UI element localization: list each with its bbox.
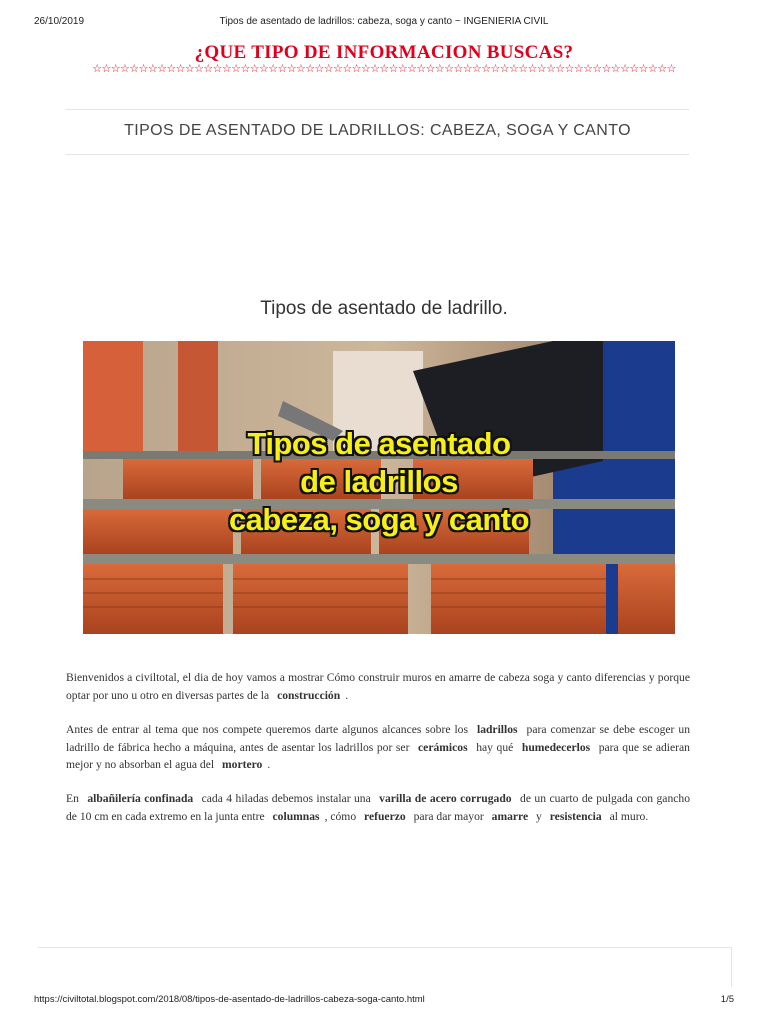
keyword-link[interactable]: mortero [222, 758, 263, 771]
image-caption: Tipos de asentado de ladrillo. [260, 298, 508, 319]
footer-divider-vertical [731, 947, 732, 987]
paragraph-text: En [66, 792, 79, 805]
paragraph-text: para comenzar se debe escoger un ladrillo de fábrica hecho a máquina, antes de asentar los ladrillos por ser [66, 723, 690, 754]
paragraph-intro [66, 669, 690, 704]
paragraph-text: al muro. [609, 809, 649, 823]
paragraph-text: para que se adieran mejor y no absorban el agua del [66, 740, 690, 771]
keyword-link[interactable]: columnas [272, 809, 320, 823]
banner-heading[interactable]: ¿QUE TIPO DE INFORMACION BUSCAS? [194, 42, 574, 63]
keyword-link[interactable]: albañilería confinada [87, 792, 194, 805]
keyword-link[interactable]: cerámicos [418, 740, 468, 754]
post-title[interactable]: TIPOS DE ASENTADO DE LADRILLOS: CABEZA, SOGA Y CANTO [124, 122, 631, 139]
title-divider-top [66, 109, 689, 110]
keyword-link[interactable]: construcción [277, 688, 341, 702]
keyword-link[interactable]: ladrillos [476, 723, 518, 736]
keyword-link[interactable]: amarre [491, 809, 529, 823]
hero-text-line: Tipos de asentado [247, 426, 511, 461]
keyword-link[interactable]: humedecerlos [521, 740, 591, 754]
keyword-link[interactable]: resistencia [549, 809, 602, 823]
page-url: https://civiltotal.blogspot.com/2018/08/tipos-de-asentado-de-ladrillos-cabeza-soga-canto.html [34, 994, 425, 1005]
keyword-link[interactable]: refuerzo [364, 809, 406, 823]
paragraph-text: . [267, 758, 271, 771]
print-date: 26/10/2019 [34, 16, 85, 27]
hero-text-overlay [83, 425, 675, 539]
paragraph-text: . [345, 688, 349, 702]
paragraph-text: para dar mayor [413, 809, 484, 823]
paragraph-text: Bienvenidos a civiltotal, el dia de hoy vamos a mostrar Cómo construir muros en amarre de cabeza soga y canto diferencias y porque optar por uno u otro en diversas partes de la [66, 671, 690, 702]
page-number: 1/5 [720, 994, 734, 1005]
paragraph-text: cada 4 hiladas debemos instalar una [201, 792, 371, 805]
hero-text-line: de ladrillos [300, 464, 458, 499]
banner-stars: ☆☆☆☆☆☆☆☆☆☆☆☆☆☆☆☆☆☆☆☆☆☆☆☆☆☆☆☆☆☆☆☆☆☆☆☆☆☆☆☆☆☆☆☆☆☆☆☆☆☆☆☆☆☆☆☆☆☆☆☆☆☆☆ [92, 63, 676, 75]
paragraph-text: , cómo [324, 809, 357, 823]
paragraph-text: y [536, 809, 542, 823]
print-footer [34, 994, 734, 1008]
keyword-link[interactable]: varilla de acero corrugado [379, 792, 512, 805]
paragraph-text: hay qué [476, 740, 514, 754]
hero-text-line: cabeza, soga y canto [228, 502, 530, 537]
paragraph-text: de un cuarto de pulgada con gancho de 10 cm en cada extremo en la junta entre [66, 792, 690, 823]
hero-image [83, 341, 675, 634]
print-header [34, 16, 734, 30]
paragraph-bricks [66, 721, 690, 774]
paragraph-reinforcement [66, 790, 690, 825]
footer-divider [38, 947, 732, 948]
paragraph-text: Antes de entrar al tema que nos compete queremos darte algunos alcances sobre los [66, 723, 468, 736]
print-page-title: Tipos de asentado de ladrillos: cabeza, soga y canto ~ INGENIERIA CIVIL [219, 16, 549, 27]
title-divider-bottom [66, 154, 689, 155]
